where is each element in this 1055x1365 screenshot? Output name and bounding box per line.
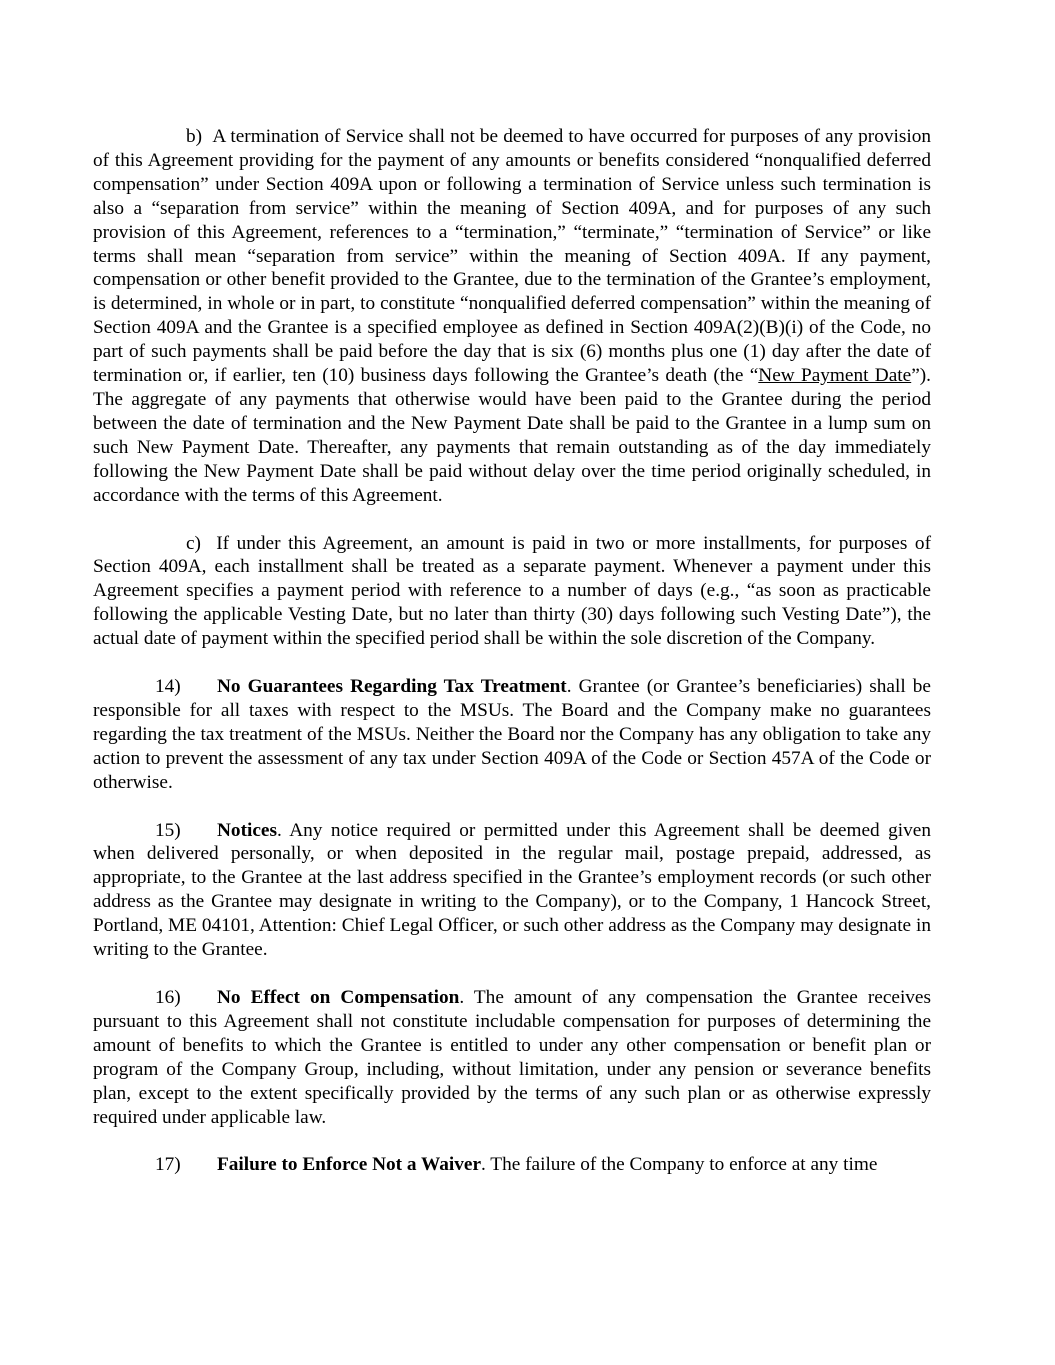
defined-term-new-payment-date: New Payment Date xyxy=(758,365,912,387)
section-14 xyxy=(93,675,931,795)
section-14-text: . Grantee (or Grantee’s beneficiaries) shall be responsible for all taxes with respect to the MSUs. The Board and the Company make no guarantees regarding the tax treatment of the MSUs. Neither the Board nor the Company has any obligation to take any action to prevent the assessment of any tax under Section 409A of the Code or Section 457A of the Code or otherwise. xyxy=(93,676,931,793)
section-15-heading: Notices xyxy=(217,819,277,841)
section-17 xyxy=(93,1153,931,1177)
paragraph-b-text-2: ”). The aggregate of any payments that otherwise would have been paid to the Grantee during the period between the date of termination and the New Payment Date shall be paid to the Grantee in a lump sum on such New Payment Date. Thereafter, any payments that remain outstanding as of the day immediately following the New Payment Date shall be paid without delay over the time period originally scheduled, in accordance with the terms of this Agreement. xyxy=(93,365,932,506)
paragraph-b-text-1: A termination of Service shall not be deemed to have occurred for purposes of any provision of this Agreement providing for the payment of any amounts or benefits considered “nonqualified deferred compensation” under Section 409A upon or following a termination of Service unless such termination is also a “separation from service” within the meaning of Section 409A, and for purposes of any such provision of this Agreement, references to a “termination,” “terminate,” “termination of Service” or like terms shall mean “separation from service” within the meaning of Section 409A. If any payment, compensation or other benefit provided to the Grantee, due to the termination of the Grantee’s employment, is determined, in whole or in part, to constitute “nonqualified deferred compensation” within the meaning of Section 409A and the Grantee is a specified employee as defined in Section 409A(2)(B)(i) of the Code, no part of such payments shall be paid before the day that is six (6) months plus one (1) day after the date of termination or, if earlier, ten (10) business days following the Grantee’s death (the “ xyxy=(93,126,931,387)
section-16-number: 16) xyxy=(155,987,181,1008)
paragraph-b xyxy=(93,125,931,508)
section-15 xyxy=(93,819,931,962)
paragraph-c xyxy=(93,532,931,652)
section-14-number: 14) xyxy=(155,676,181,698)
section-17-text: . The failure of the Company to enforce at any time xyxy=(481,1154,878,1176)
paragraph-c-text: If under this Agreement, an amount is paid in two or more installments, for purposes of Section 409A, each installment shall be treated as a separate payment. Whenever a payment under this Agreement specifies a payment period with reference to a number of days (e.g., “as soon as practicable following the applicable Vesting Date, but no later than thirty (30) days following such Vesting Date”), the actual date of payment within the specified period shall be within the sole discretion of the Company. xyxy=(93,532,931,650)
section-17-number: 17) xyxy=(155,1154,181,1176)
paragraph-b-label: b) xyxy=(186,126,203,147)
section-15-text: . Any notice required or permitted under this Agreement shall be deemed given when delivered personally, or when deposited in the regular mail, postage prepaid, addressed, as appropriate, to the Grantee at the last address specified in the Grantee’s employment records (or such other address as the Grantee may designate in writing to the Company), or to the Company, 1 Hancock Street, Portland, ME 04101, Attention: Chief Legal Officer, or such other address as the Company may designate in writing to the Grantee. xyxy=(93,819,931,961)
paragraph-c-label: c) xyxy=(186,532,201,554)
section-16-text: . The amount of any compensation the Grantee receives pursuant to this Agreement shall not constitute includable compensation for purposes of determining the amount of benefits to which the Grantee is entitled to under any other compensation or benefit plan or program of the Company Group, including, without limitation, under any pension or severance benefits plan, except to the extent specifically provided by the terms of any such plan or as otherwise expressly required under applicable law. xyxy=(93,987,931,1128)
section-16 xyxy=(93,986,931,1129)
section-14-heading: No Guarantees Regarding Tax Treatment xyxy=(217,676,567,698)
section-16-heading: No Effect on Compensation xyxy=(217,987,460,1008)
section-17-heading: Failure to Enforce Not a Waiver xyxy=(217,1154,482,1176)
section-15-number: 15) xyxy=(155,819,181,841)
